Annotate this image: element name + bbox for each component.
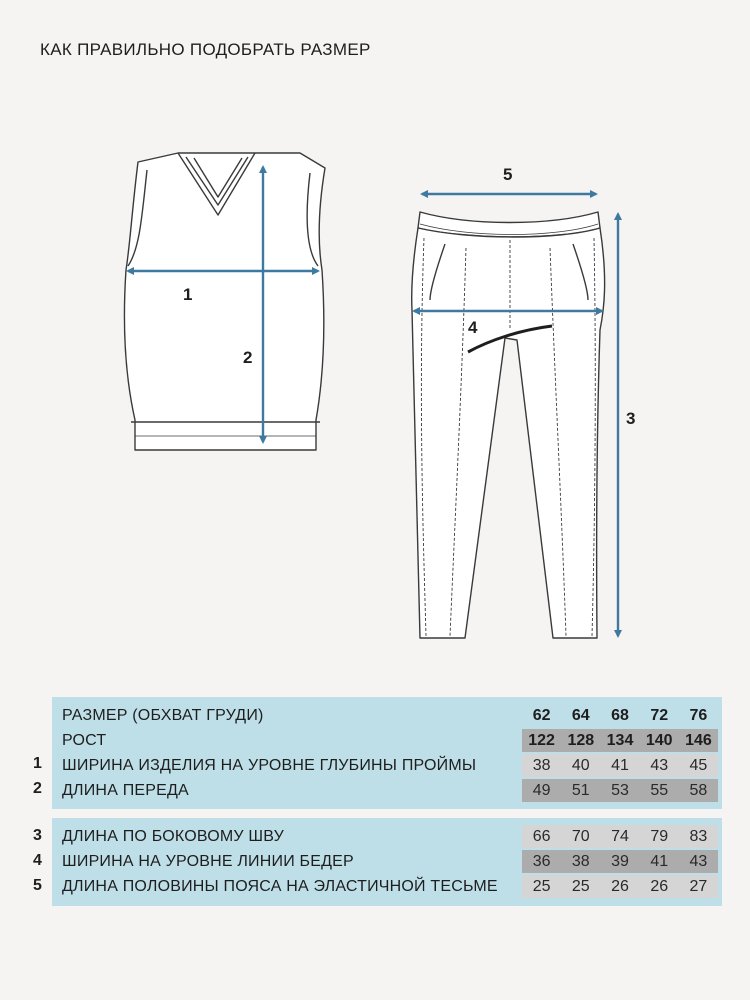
table-cell: 68 — [611, 707, 629, 724]
table-cell: 146 — [685, 732, 712, 749]
table-cell: 66 — [532, 828, 551, 845]
table-cell: 26 — [611, 878, 629, 895]
table-cell: 51 — [571, 782, 590, 799]
pants-label-3: 3 — [626, 409, 636, 428]
table-cell: 64 — [571, 707, 590, 724]
table-cell: 40 — [571, 757, 590, 774]
pants-drawing — [412, 212, 605, 638]
table-cell: 72 — [650, 707, 669, 724]
table-cell: 49 — [532, 782, 551, 799]
table-cell: 43 — [689, 853, 708, 870]
size-table-vest — [52, 697, 722, 809]
table-cell: 25 — [571, 878, 590, 895]
table-cell: 45 — [689, 757, 708, 774]
vest-label-1: 1 — [183, 285, 193, 304]
table-cell: 58 — [689, 782, 708, 799]
table-cell: 140 — [645, 732, 673, 749]
row-values — [522, 729, 718, 752]
table-cell: 36 — [532, 853, 551, 870]
row-label: ШИРИНА НА УРОВНЕ ЛИНИИ БЕДЕР — [62, 852, 354, 870]
row-label: РОСТ — [62, 731, 107, 749]
row-values — [522, 779, 718, 802]
row-number: 3 — [33, 827, 42, 844]
row-label: ШИРИНА ИЗДЕЛИЯ НА УРОВНЕ ГЛУБИНЫ ПРОЙМЫ — [62, 756, 477, 774]
pants-label-4: 4 — [468, 318, 478, 337]
table-cell: 26 — [650, 878, 669, 895]
table-row — [52, 874, 722, 899]
row-number: 4 — [33, 852, 42, 869]
row-values — [522, 850, 718, 873]
table-cell: 122 — [528, 732, 555, 749]
table-cell: 53 — [611, 782, 629, 799]
table-row — [52, 728, 722, 753]
table-cell: 25 — [532, 878, 551, 895]
table-row — [52, 753, 722, 778]
table-cell: 27 — [689, 878, 708, 895]
row-values — [522, 875, 718, 898]
vest-label-2: 2 — [243, 348, 253, 367]
table-row — [52, 849, 722, 874]
row-label: РАЗМЕР (ОБХВАТ ГРУДИ) — [62, 706, 264, 724]
table-cell: 55 — [650, 782, 669, 799]
table-cell: 128 — [567, 732, 595, 749]
row-values — [522, 825, 718, 848]
table-row — [52, 778, 722, 803]
table-row — [52, 824, 722, 849]
table-row — [52, 703, 722, 728]
table-cell: 134 — [606, 732, 634, 749]
row-number: 1 — [33, 755, 42, 772]
page-title: КАК ПРАВИЛЬНО ПОДОБРАТЬ РАЗМЕР — [40, 40, 371, 59]
row-values — [522, 704, 718, 727]
row-label: ДЛИНА ПОЛОВИНЫ ПОЯСА НА ЭЛАСТИЧНОЙ ТЕСЬМЕ — [62, 877, 498, 895]
table-cell: 41 — [650, 853, 669, 870]
size-table-pants — [52, 818, 722, 906]
table-cell: 43 — [650, 757, 669, 774]
row-number: 5 — [33, 877, 42, 894]
table-cell: 76 — [689, 707, 708, 724]
pants-label-5: 5 — [503, 165, 513, 184]
table-cell: 38 — [532, 757, 551, 774]
table-cell: 41 — [611, 757, 629, 774]
table-cell: 74 — [611, 828, 629, 845]
row-label: ДЛИНА ПЕРЕДА — [62, 781, 189, 799]
table-cell: 39 — [611, 853, 629, 870]
table-cell: 38 — [571, 853, 590, 870]
table-cell: 79 — [650, 828, 669, 845]
table-cell: 83 — [689, 828, 708, 845]
table-cell: 70 — [571, 828, 590, 845]
row-values — [522, 754, 718, 777]
table-cell: 62 — [532, 707, 551, 724]
row-label: ДЛИНА ПО БОКОВОМУ ШВУ — [62, 827, 284, 845]
row-number: 2 — [33, 780, 42, 797]
vest-drawing — [124, 153, 325, 450]
